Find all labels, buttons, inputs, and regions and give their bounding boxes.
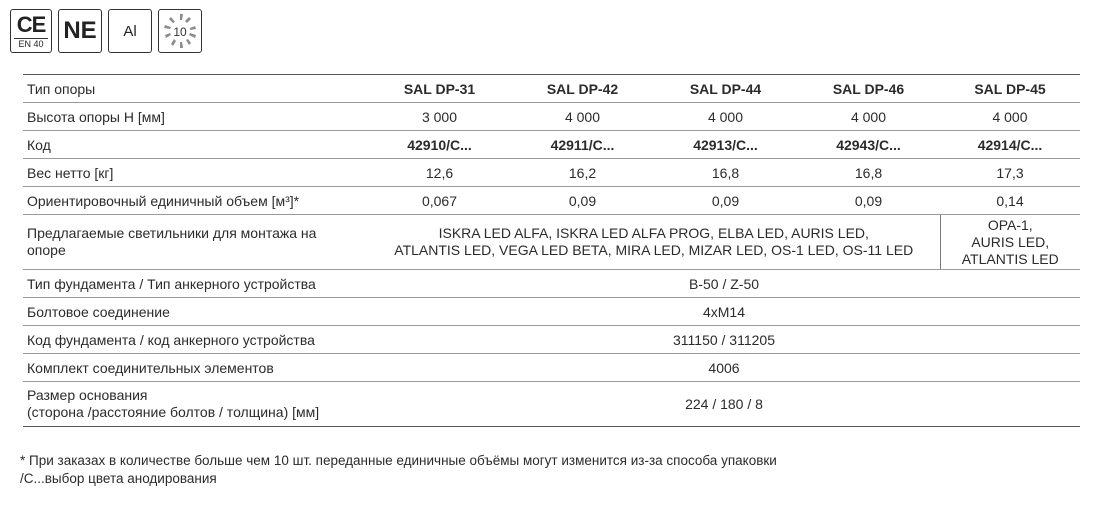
row-label: Код [23,131,368,159]
row-label: Тип опоры [23,75,368,103]
table-row-foundation-type [23,270,1080,298]
table-cell: 42914/C... [940,131,1080,159]
table-row-code [23,131,1080,159]
table-cell: 4 000 [940,103,1080,131]
table-cell: 224 / 180 / 8 [368,382,1080,427]
table-cell: 42910/C... [368,131,511,159]
table-cell: 42943/C... [797,131,940,159]
ce-mark: CE [16,12,46,37]
row-label: Код фундамента / код анкерного устройства [23,326,368,354]
row-label: Высота опоры H [мм] [23,103,368,131]
table-cell: 3 000 [368,103,511,131]
footnotes [20,452,777,488]
certification-badges [10,9,202,53]
table-cell: 4 000 [654,103,797,131]
table-cell: 0,067 [368,187,511,215]
table-row-foundation-code [23,326,1080,354]
ne-badge: NE [58,9,102,53]
column-header: SAL DP-45 [940,75,1080,103]
footnote-volume: * При заказах в количестве больше чем 10 шт. переданные единичные объёмы могут изменится из-за способа упаковки [20,453,777,468]
column-header: SAL DP-42 [511,75,654,103]
table-cell: 4 000 [511,103,654,131]
table-cell: B-50 / Z-50 [368,270,1080,298]
table-row-height [23,103,1080,131]
table-cell: 4 000 [797,103,940,131]
row-label-line: Предлагаемые светильники для монтажа на [27,225,317,241]
table-row-type [23,75,1080,103]
ce-standard-label: EN 40 [14,38,48,50]
table-row-luminaires [23,215,1080,270]
table-cell: 0,09 [654,187,797,215]
row-label: Ориентировочный единичный объем [м³]* [23,187,368,215]
column-header: SAL DP-46 [797,75,940,103]
table-cell: 16,8 [797,159,940,187]
row-label [23,382,368,427]
table-row-volume [23,187,1080,215]
row-label-line: опоре [27,242,66,258]
table-cell: 42911/C... [511,131,654,159]
table-cell: 42913/C... [654,131,797,159]
table-row-weight [23,159,1080,187]
table-row-base [23,382,1080,427]
luminaires-line: ISKRA LED ALFA, ISKRA LED ALFA PROG, ELBA LED, AURIS LED, [438,225,869,241]
table-cell: 16,2 [511,159,654,187]
row-label-line: (сторона /расстояние болтов / толщина) [мм] [27,404,320,420]
table-cell: 0,09 [797,187,940,215]
row-label: Болтовое соединение [23,298,368,326]
luminaires-main-cell [368,215,940,270]
column-header: SAL DP-44 [654,75,797,103]
table-cell: 4xM14 [368,298,1080,326]
luminaires-last-cell [940,215,1080,270]
row-label: Вес нетто [кг] [23,159,368,187]
table-row-kit [23,354,1080,382]
ce-en40-badge [10,9,52,53]
recycle-10-badge [158,9,202,53]
luminaires-line: ATLANTIS LED [961,250,1059,267]
table-cell: 311150 / 311205 [368,326,1080,354]
luminaires-line: OPA-1, [987,216,1033,233]
luminaires-line: ATLANTIS LED, VEGA LED BETA, MIRA LED, MIZAR LED, OS-1 LED, OS-11 LED [394,242,914,258]
table-cell: 4006 [368,354,1080,382]
table-cell: 17,3 [940,159,1080,187]
table-cell: 16,8 [654,159,797,187]
table-cell: 12,6 [368,159,511,187]
table-cell: 0,09 [511,187,654,215]
table-cell: 0,14 [940,187,1080,215]
aluminium-badge: Al [108,9,152,53]
table-row-bolt [23,298,1080,326]
ten-segment-icon [160,11,200,51]
column-header: SAL DP-31 [368,75,511,103]
row-label: Комплект соединительных элементов [23,354,368,382]
luminaires-line: AURIS LED, [971,233,1050,250]
specification-table [23,74,1080,427]
footnote-color: /C...выбор цвета анодирования [20,471,217,486]
row-label-line: Размер основания [27,387,148,403]
row-label [23,215,368,270]
ten-label: 10 [173,25,187,39]
row-label: Тип фундамента / Тип анкерного устройства [23,270,368,298]
